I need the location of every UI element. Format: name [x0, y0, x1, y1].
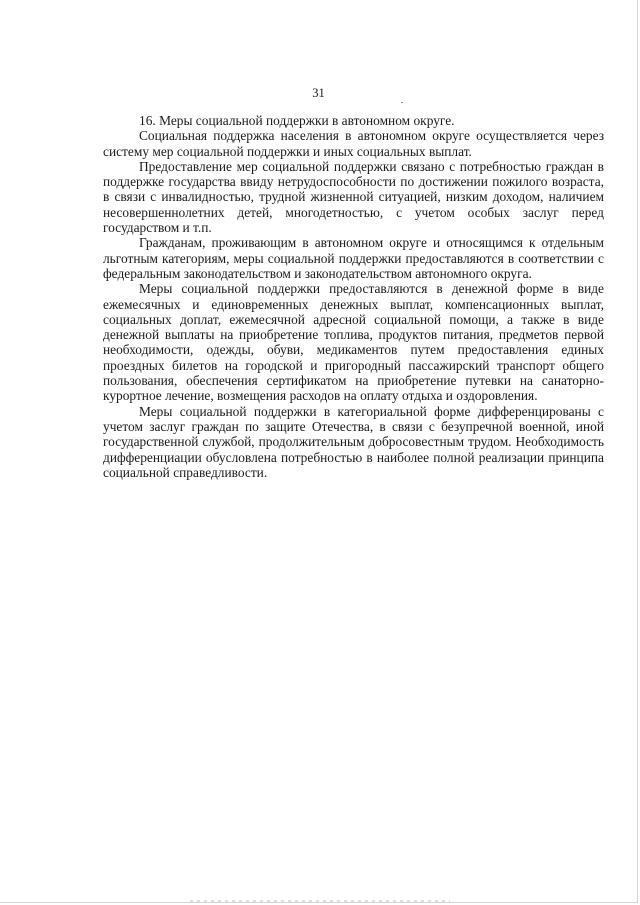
- scan-artifact: [401, 102, 403, 103]
- page-number: 31: [312, 86, 325, 100]
- document-body: [103, 113, 604, 480]
- paragraph-5: Меры социальной поддержки в категориальной форме дифференцированы с учетом заслуг граждан по защите Отечества, в связи с безупречной военной, иной государственной службой, продолжительным добросовестным трудом. Необходимость дифференциации обусловлена потребностью в наиболее полной реализации принципа социальной справедливости.: [103, 403, 604, 480]
- section-heading: 16. Меры социальной поддержки в автономном округе.: [139, 113, 455, 128]
- paragraph-2: Предоставление мер социальной поддержки связано с потребностью граждан в поддержке государства ввиду нетрудоспособности по достижении пожилого возраста, в связи с инвалидностью, трудной жизненной ситуацией, низким доходом, наличием несовершеннолетних детей, многодетностью, с учетом особых заслуг перед государством и т.п.: [103, 158, 604, 236]
- scan-artifact-bottom: [190, 900, 450, 902]
- paragraph-4: Меры социальной поддержки предоставляются в денежной форме в виде ежемесячных и единовременных денежных выплат, компенсационных выплат, социальных доплат, ежемесячной адресной социальной помощи, а также в виде денежной выплаты на приобретение топлива, продуктов питания, предметов первой необходимости, одежды, обуви, медикаментов путем предоставления единых проездных билетов на городской и пригородный пассажирский транспорт общего пользования, обеспечения сертификатом на приобретение путевки на санаторно-курортное лечение, возмещения расходов на оплату отдыха и оздоровления.: [103, 281, 604, 404]
- paragraph-3: Гражданам, проживающим в автономном округе и относящимся к отдельным льготным категориям, меры социальной поддержки предоставляются в соответствии с федеральным законодательством и законодательством автономного округа.: [103, 235, 604, 281]
- paragraph-1: Социальная поддержка населения в автономном округе осуществляется через систему мер социальной поддержки и иных социальных выплат.: [103, 128, 604, 159]
